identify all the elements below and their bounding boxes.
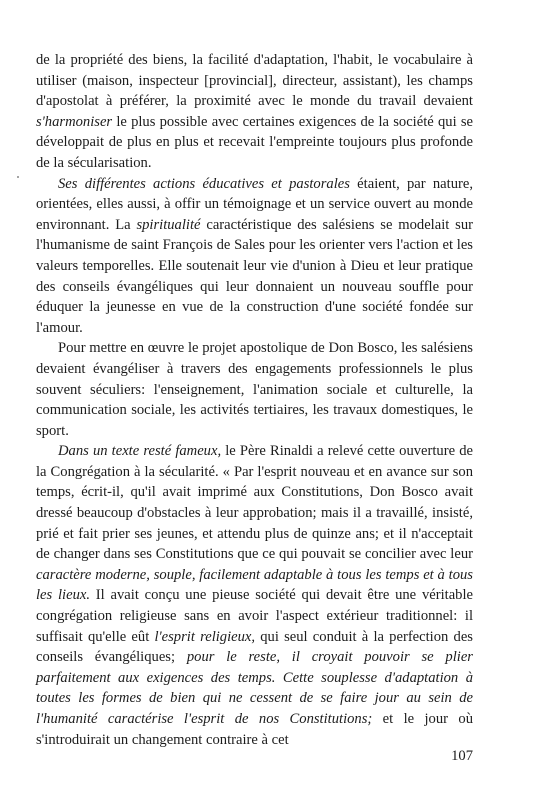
- italic-text: Dans un texte resté fameux,: [58, 443, 222, 460]
- text-run: le plus possible avec certaines exigences de la société qui se développait de plus en plus et recevait l'empreinte toujours plus profonde de la sécularisation.: [36, 113, 473, 171]
- text-run: Pour mettre en œuvre le projet apostolique de Don Bosco, les salésiens devaient évangéliser à travers des engagements professionnels le plus souvent séculiers: l'enseignement, l'animation sociale et culturelle, la communication sociale, les activités tertiaires, les travaux domestiques, le sport.: [36, 340, 473, 439]
- paragraph: [36, 50, 473, 174]
- paragraph: [36, 174, 473, 339]
- text-run: Il avait conçu une pieuse société qui devait être une véritable congrégation religieuse sans en avoir l'aspect extérieur traditionnel: il suffisait qu'elle eût: [36, 587, 473, 645]
- text-run: qui seul conduit à la perfection des conseils évangéliques;: [36, 628, 473, 666]
- italic-text: spiritualité: [136, 216, 201, 233]
- margin-mark: [17, 176, 19, 178]
- text-run: le Père Rinaldi a relevé cette ouverture de la Congrégation à la sécularité. « Par l'esprit nouveau et en avance sur son temps, écrit-il, qu'il avait imprimé aux Constitutions, Don Bosco avait dressé beaucoup d'obstacles à leur approbation; mais il a travaillé, insisté, prié et fait prier ses jeunes, et attendu plus de quinze ans; et il n'acceptait de changer dans ses Constitutions que ce qui pouvait se concilier avec leur: [36, 443, 473, 563]
- italic-text: s'harmoniser: [36, 113, 113, 130]
- text-run: et le jour où s'introduirait un changement contraire à cet: [36, 711, 473, 748]
- page-number: 107: [451, 748, 473, 764]
- paragraph: [36, 441, 473, 750]
- text-run: de la propriété des biens, la facilité d'adaptation, l'habit, le vocabulaire à utiliser (maison, inspecteur [provincial], directeur, assistant), les champs d'apostolat à préférer, la proximité avec le monde du travail devaient: [36, 52, 473, 110]
- paragraph: [36, 338, 473, 441]
- italic-text: pour le reste, il croyait pouvoir se plier parfaitement aux exigences des temps. Cette souplesse d'adaptation à toutes les formes de bien qui ne cessent de se faire jour au sein de l'humanité caractérise l'esprit de nos Constitutions;: [36, 649, 473, 727]
- text-run: étaient, par nature, orientées, elles aussi, à offir un témoignage et un service ouvert au monde environnant. La: [36, 175, 473, 233]
- body-text: [36, 50, 473, 750]
- italic-text: l'esprit religieux,: [154, 628, 256, 645]
- text-run: caractéristique des salésiens se modelait sur l'humanisme de saint François de Sales pour les orienter vers l'action et les valeurs temporelles. Elle soutenait leur vie d'union à Dieu et leur pratique des conseils évangéliques qui leur donnaient un nouveau souffle pour éduquer la jeunesse en vue de la construction d'une société fondée sur l'amour.: [36, 216, 474, 336]
- italic-text: Ses différentes actions éducatives et pastorales: [58, 175, 350, 192]
- italic-text: caractère moderne, souple, facilement adaptable à tous les temps et à tous les lieux.: [36, 566, 473, 604]
